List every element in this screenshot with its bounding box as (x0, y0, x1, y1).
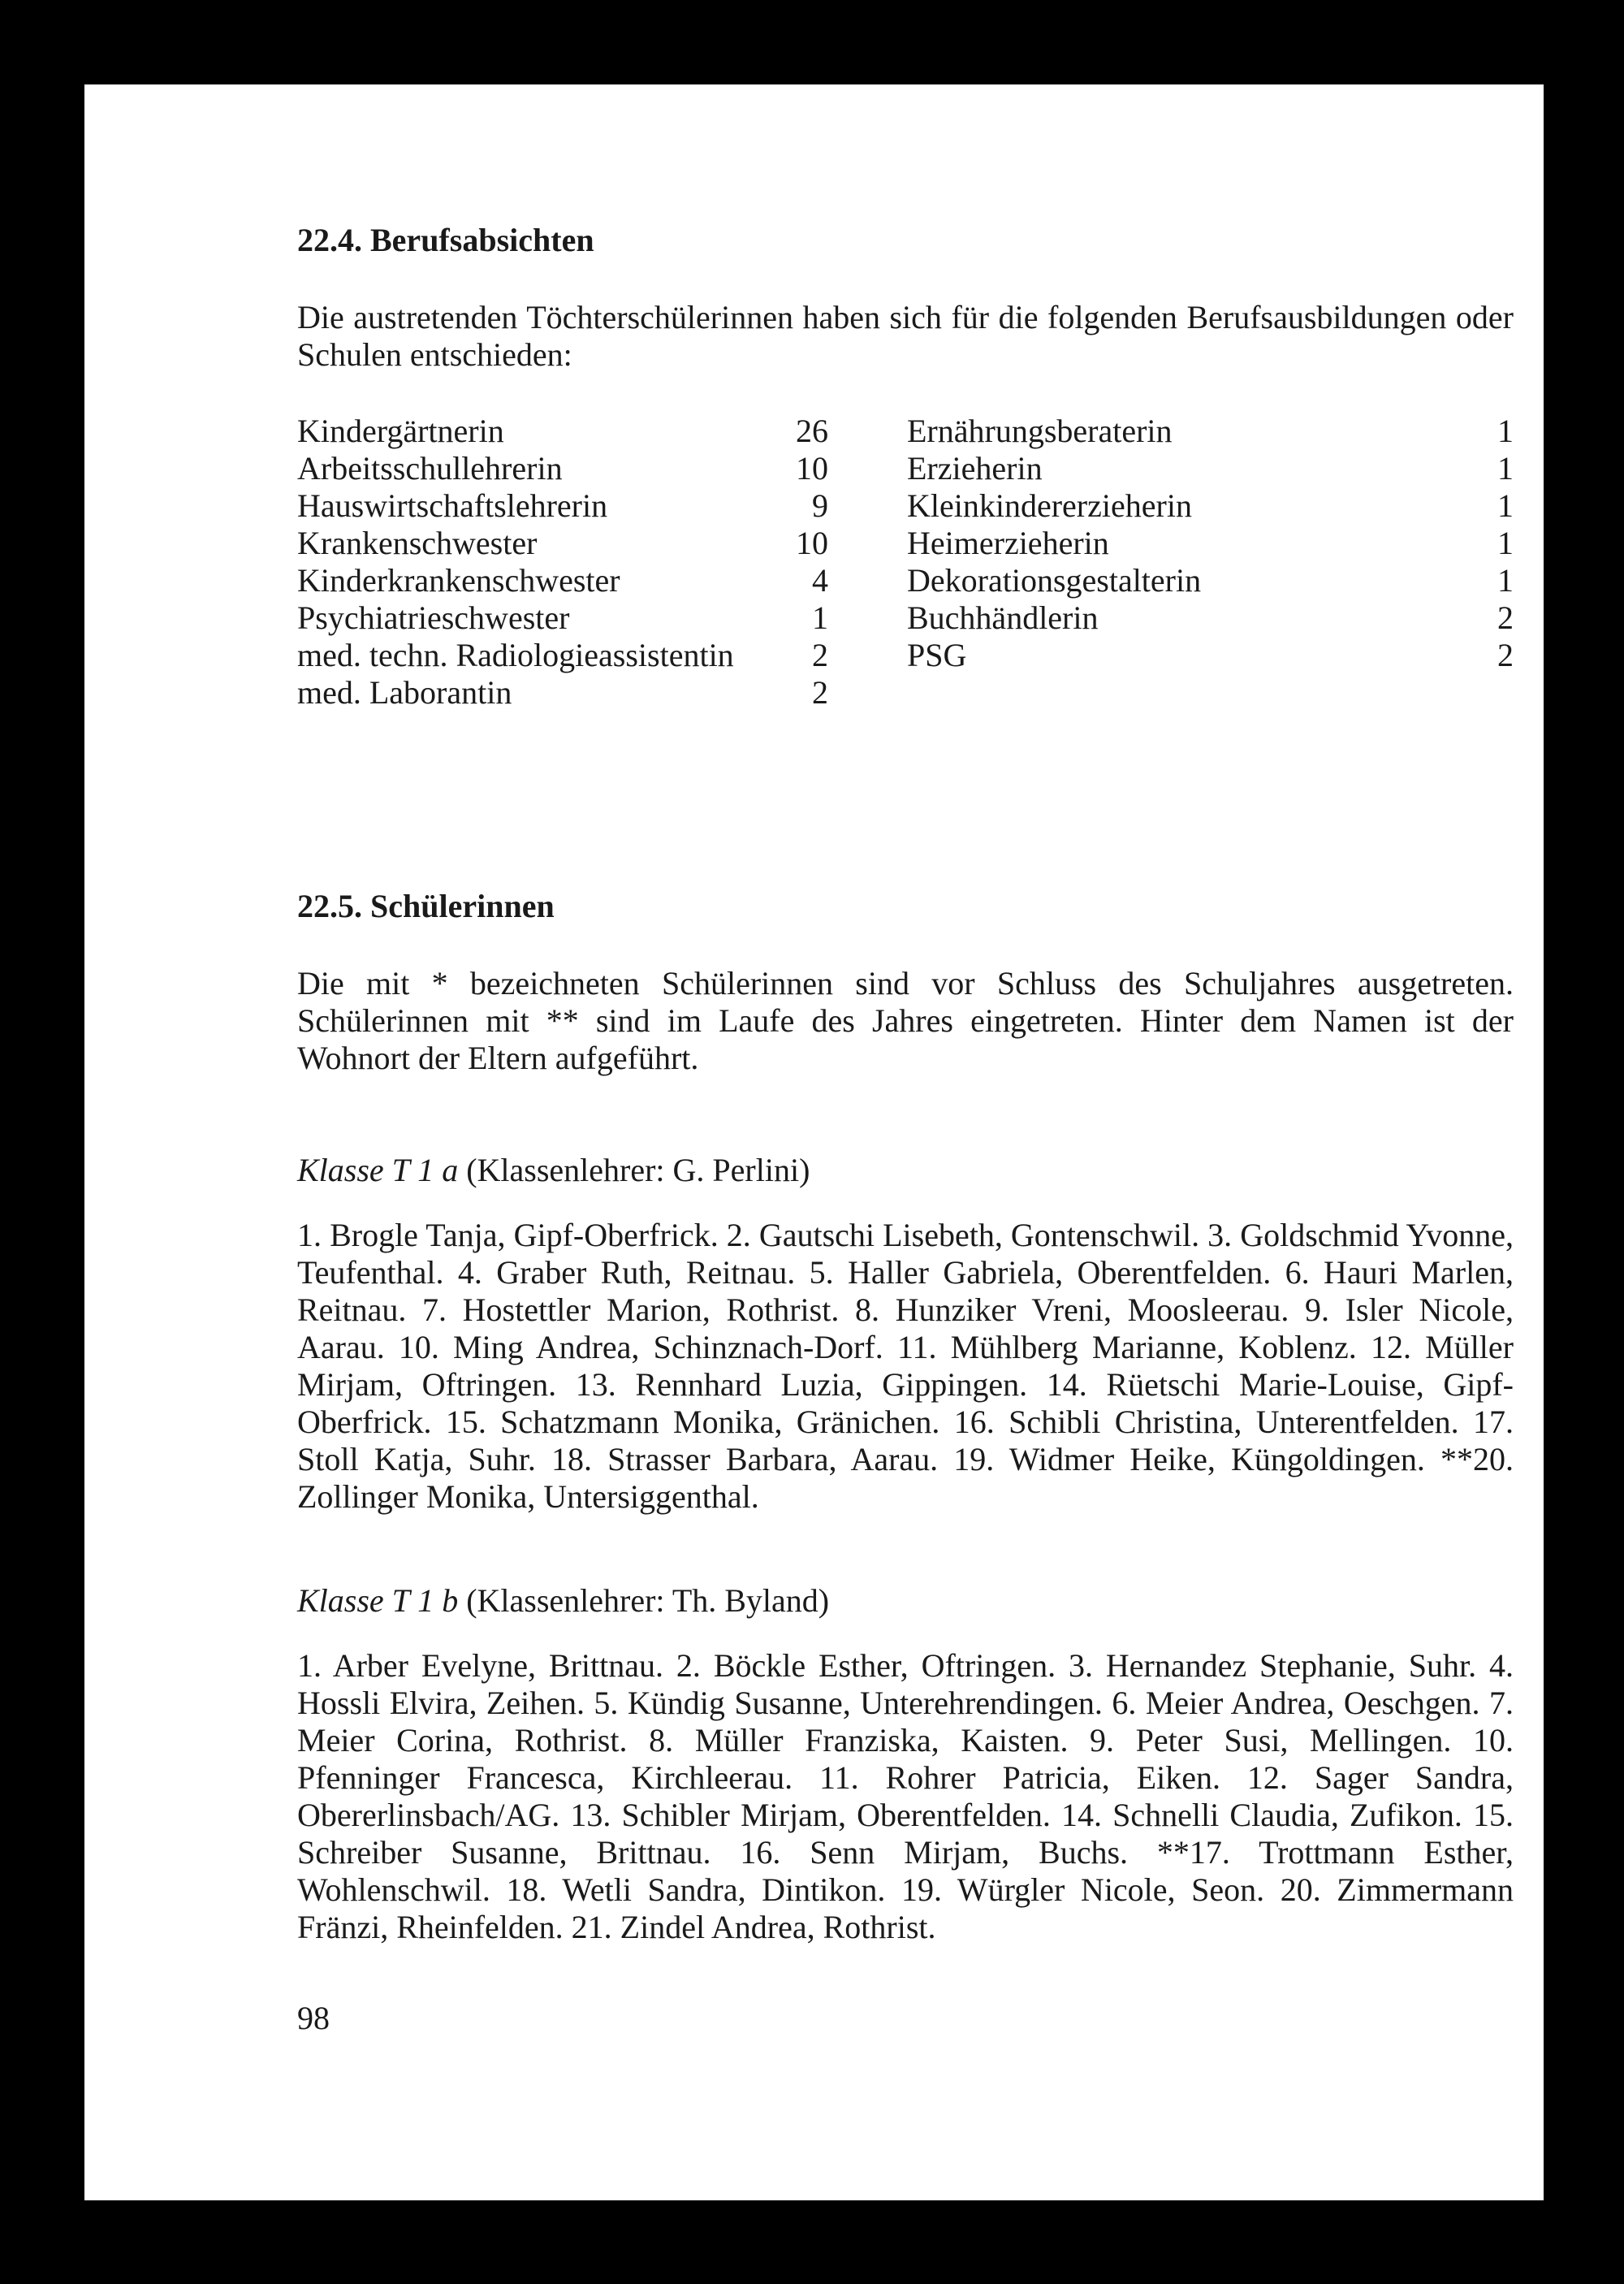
career-row (297, 674, 828, 712)
career-label: Krankenschwester (297, 525, 538, 561)
career-count: 1 (1497, 487, 1514, 524)
page-number: 98 (297, 2000, 330, 2036)
schuelerinnen-intro: Die mit * bezeichneten Schülerinnen sind vor Schluss des Schuljahres ausgetreten. Schülerinnen mit ** sind im Laufe des Jahres eingetreten. Hinter dem Namen ist der Wohnort der Eltern aufgeführt. (297, 965, 1514, 1076)
class-teacher: (Klassenlehrer: G. Perlini) (466, 1152, 810, 1188)
career-label: med. Laborantin (297, 674, 512, 711)
career-count: 1 (812, 599, 828, 636)
career-count: 2 (812, 674, 828, 711)
career-label: Dekorationsgestalterin (907, 562, 1202, 599)
career-label: Hauswirtschaftslehrerin (297, 487, 608, 524)
career-row (297, 525, 828, 562)
career-column-left (297, 413, 828, 712)
career-row (907, 637, 1514, 674)
student-list-t1b: 1. Arber Evelyne, Brittnau. 2. Böckle Esther, Oftringen. 3. Hernandez Stephanie, Suhr. 4. Hossli Elvira, Zeihen. 5. Kündig Susanne, Unterehrendingen. 6. Meier Andrea, Oeschgen. 7. Meier Corina, Rothrist. 8. Müller Franziska, Kaisten. 9. Peter Susi, Mellingen. 10. Pfenninger Francesca, Kirchleerau. 11. Rohrer Patricia, Eiken. 12. Sager Sandra, Obererlinsbach/AG. 13. Schibler Mirjam, Oberentfelden. 14. Schnelli Claudia, Zufikon. 15. Schreiber Susanne, Brittnau. 16. Senn Mirjam, Buchs. **17. Trottmann Esther, Wohlenschwil. 18. Wetli Sandra, Dintikon. 19. Würgler Nicole, Seon. 20. Zimmermann Fränzi, Rheinfelden. 21. Zindel Andrea, Rothrist. (297, 1647, 1514, 1945)
career-count: 26 (796, 413, 828, 449)
career-label: med. techn. Radiologieassistentin (297, 637, 734, 673)
document-page (84, 84, 1544, 2200)
class-label: Klasse T 1 a (297, 1152, 459, 1188)
career-label: PSG (907, 637, 967, 673)
career-row (907, 599, 1514, 637)
career-label: Buchhändlerin (907, 599, 1099, 636)
career-count: 2 (1497, 599, 1514, 636)
career-count: 1 (1497, 562, 1514, 599)
career-row (907, 525, 1514, 562)
career-count: 10 (796, 525, 828, 561)
career-row (297, 637, 828, 674)
career-count: 4 (812, 562, 828, 599)
career-count: 2 (1497, 637, 1514, 673)
career-label: Heimerzieherin (907, 525, 1109, 561)
career-column-right (907, 413, 1514, 674)
career-count: 1 (1497, 450, 1514, 487)
career-label: Erzieherin (907, 450, 1043, 487)
career-row (297, 413, 828, 450)
student-list-t1a: 1. Brogle Tanja, Gipf-Oberfrick. 2. Gautschi Lisebeth, Gontenschwil. 3. Goldschmid Yvonne, Teufenthal. 4. Graber Ruth, Reitnau. 5. Haller Gabriela, Oberentfelden. 6. Hauri Marlen, Reitnau. 7. Hostettler Marion, Rothrist. 8. Hunziker Vreni, Moosleerau. 9. Isler Nicole, Aarau. 10. Ming Andrea, Schinznach-Dorf. 11. Mühlberg Marianne, Koblenz. 12. Müller Mirjam, Oftringen. 13. Rennhard Luzia, Gippingen. 14. Rüetschi Marie-Louise, Gipf-Oberfrick. 15. Schatzmann Monika, Gränichen. 16. Schibli Christina, Unterentfelden. 17. Stoll Katja, Suhr. 18. Strasser Barbara, Aarau. 19. Widmer Heike, Küngoldingen. **20. Zollinger Monika, Untersiggenthal. (297, 1217, 1514, 1515)
class-heading-t1a (297, 1152, 810, 1189)
career-label: Kindergärtnerin (297, 413, 504, 449)
career-row (297, 487, 828, 525)
career-row (907, 413, 1514, 450)
career-row (297, 562, 828, 599)
section-heading-schuelerinnen: 22.5. Schülerinnen (297, 888, 555, 924)
career-count: 2 (812, 637, 828, 673)
career-row (907, 487, 1514, 525)
career-label: Psychiatrieschwester (297, 599, 570, 636)
career-row (907, 450, 1514, 487)
career-count: 1 (1497, 525, 1514, 561)
career-row (297, 450, 828, 487)
career-count: 9 (812, 487, 828, 524)
career-label: Ernährungsberaterin (907, 413, 1173, 449)
section-heading-berufsabsichten: 22.4. Berufsabsichten (297, 222, 594, 258)
career-label: Kinderkrankenschwester (297, 562, 620, 599)
class-heading-t1b (297, 1582, 829, 1620)
career-row (297, 599, 828, 637)
career-count: 10 (796, 450, 828, 487)
career-row (907, 562, 1514, 599)
class-label: Klasse T 1 b (297, 1582, 459, 1619)
career-count: 1 (1497, 413, 1514, 449)
class-teacher: (Klassenlehrer: Th. Byland) (466, 1582, 830, 1619)
career-label: Arbeitsschullehrerin (297, 450, 563, 487)
berufsabsichten-intro: Die austretenden Töchterschülerinnen haben sich für die folgenden Berufsausbildungen oder Schulen entschieden: (297, 299, 1514, 373)
career-label: Kleinkindererzieherin (907, 487, 1192, 524)
